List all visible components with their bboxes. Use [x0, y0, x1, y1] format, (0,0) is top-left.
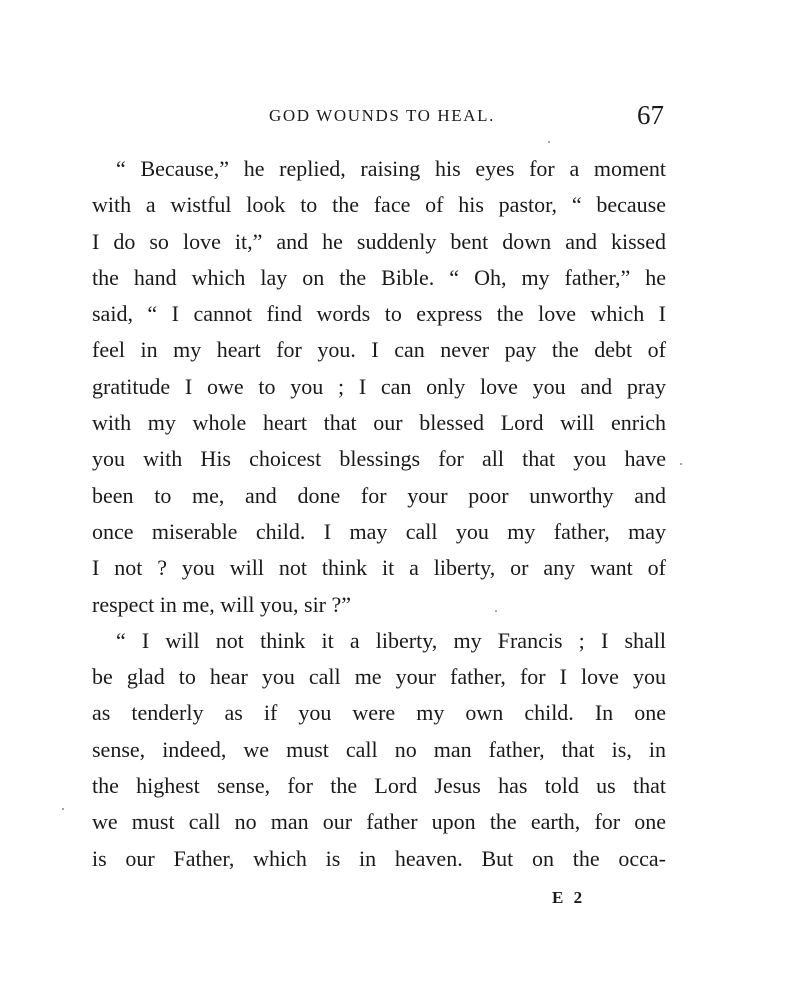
text-line: as tenderly as if you were my own child. In one [92, 700, 666, 726]
text-line: feel in my heart for you. I can never pay the debt of [92, 337, 666, 363]
paper-speck [548, 141, 550, 143]
text-line: the hand which lay on the Bible. “ Oh, my father,” he [92, 264, 666, 290]
text-line: respect in me, will you, sir ?” [92, 591, 352, 617]
signature-mark: E 2 [552, 888, 586, 907]
text-line: been to me, and done for your poor unworthy and [92, 482, 666, 508]
text-line: is our Father, which is in heaven. But on the occa- [92, 845, 666, 871]
text-line: the highest sense, for the Lord Jesus has told us that [92, 773, 666, 799]
text-line: I do so love it,” and he suddenly bent down and kissed [92, 228, 666, 254]
text-line: we must call no man our father upon the earth, for one [92, 809, 666, 835]
text-line: be glad to hear you call me your father, for I love you [92, 664, 666, 690]
paper-speck [680, 463, 682, 465]
text-line: you with His choicest blessings for all that you have [92, 446, 666, 472]
text-line: gratitude I owe to you ; I can only love you and pray [92, 373, 666, 399]
text-line: with a wistful look to the face of his pastor, “ because [92, 192, 666, 218]
text-line: said, “ I cannot find words to express the love which I [92, 301, 666, 327]
text-line: “ Because,” he replied, raising his eyes for a moment [116, 156, 666, 181]
text-line: with my whole heart that our blessed Lord will enrich [92, 410, 666, 436]
text-line: once miserable child. I may call you my father, may [92, 518, 666, 544]
running-head [92, 98, 662, 134]
text-line: sense, indeed, we must call no man father, that is, in [92, 736, 666, 762]
text-line: “ I will not think it a liberty, my Francis ; I shall [116, 627, 666, 653]
text-line: I not ? you will not think it a liberty, or any want of [92, 555, 666, 581]
page-number: 67 [637, 100, 664, 130]
body-text [92, 151, 666, 877]
paper-speck [62, 808, 64, 810]
running-title: GOD WOUNDS TO HEAL. [269, 106, 495, 125]
paper-speck [495, 610, 497, 612]
